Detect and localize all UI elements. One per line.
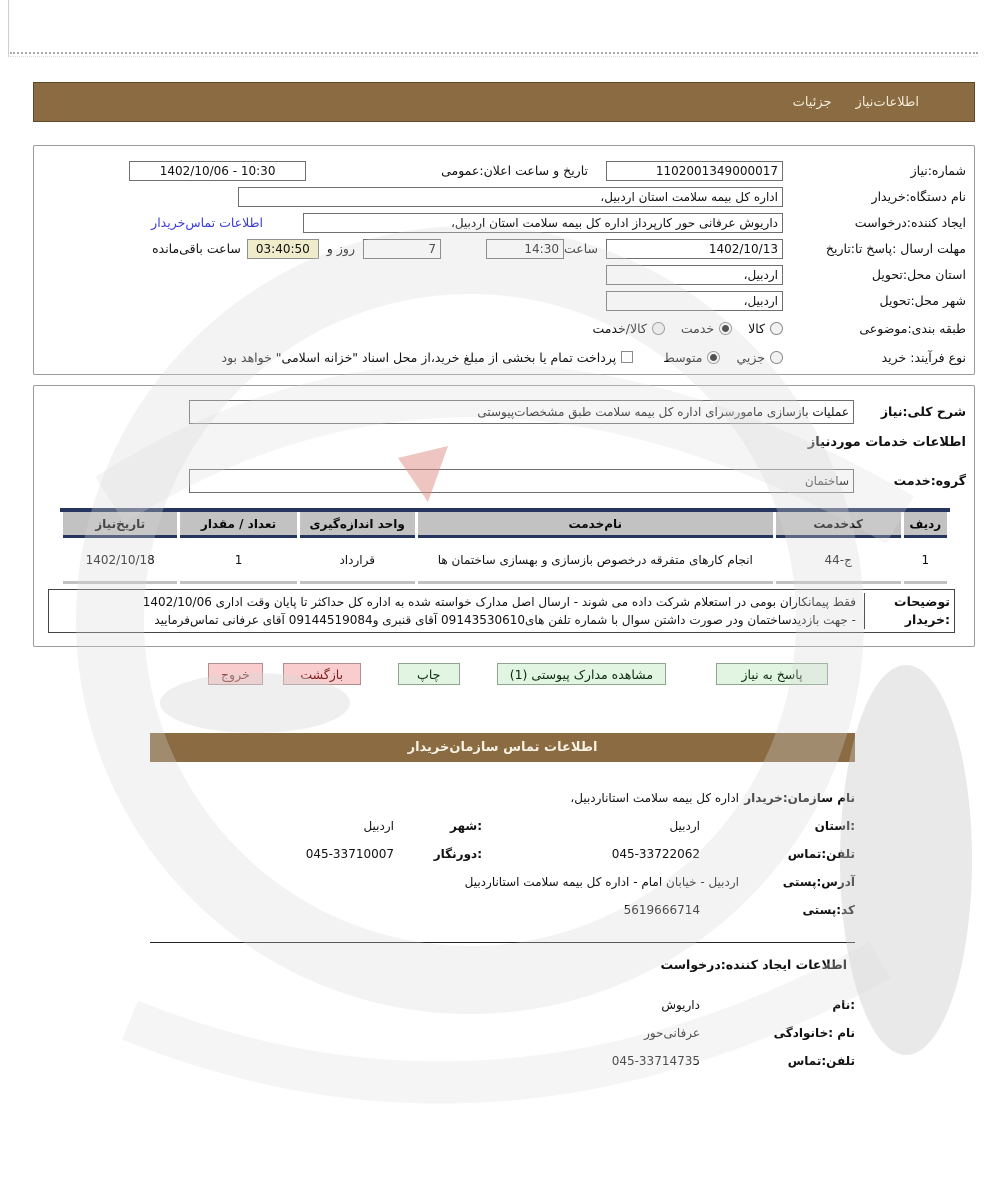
cell-service-code: ج-44 [776, 538, 901, 584]
cell-service-name: انجام کارهای متفرقه درخصوص بازسازی و بهسازی ساختمان ها [418, 538, 773, 584]
delivery-city-row [42, 288, 966, 313]
buyer-org-row [42, 184, 966, 209]
request-creator-label: ایجاد کننده:درخواست [854, 215, 966, 230]
process-minor-radio[interactable] [770, 351, 783, 364]
postal-address-value: اردبیل - خیابان امام - اداره کل بیمه سلامت استاناردبیل [464, 875, 739, 889]
requester-name-value: داریوش [661, 998, 700, 1012]
section-divider [150, 942, 855, 943]
tab-bar [33, 82, 975, 122]
category-goods-service-radio[interactable] [652, 322, 665, 335]
buyer-notes-text: فقط پیمانکاران بومی در استعلام شرکت داده می شوند - ارسال اصل مدارک خواسته شده به اداره کل حداکثر تا پایان وقت اداری 1402/10/06 - جهت بازدیدساختمان ودر صورت داشتن سوال با شماره تلفن های09143530610 آقای قنبری و09144519084 آقای عرفانی تماس‌فرمایید [142, 595, 856, 627]
request-creator-row [42, 210, 966, 235]
deadline-hour-field[interactable]: 14:30 [486, 239, 564, 259]
postal-code-row [150, 896, 855, 924]
need-services-panel [33, 385, 975, 647]
province-city-row [150, 812, 855, 840]
category-service-label: خدمت [680, 320, 715, 336]
deadline-hour-label: ساعت [563, 241, 598, 256]
category-goods-radio[interactable] [770, 322, 783, 335]
remaining-time-countdown: 03:40:50 [247, 239, 319, 259]
contact-phone-value: 045-33722062 [611, 847, 700, 861]
org-name-value: اداره کل بیمه سلامت استاناردبیل، [570, 791, 739, 805]
contact-fax-value: 045-33710007 [305, 847, 394, 861]
treasury-payment-label: پرداخت تمام یا بخشی از مبلغ خرید،از محل اسناد "خزانه اسلامی" خواهد بود [221, 349, 617, 365]
top-left-rule [8, 0, 9, 57]
respond-to-need-button[interactable]: پاسخ به نیاز [716, 663, 828, 685]
dotted-separator-shadow [10, 56, 978, 57]
delivery-province-label: استان محل:تحویل [871, 267, 966, 282]
cell-quantity: 1 [180, 538, 296, 584]
buyer-org-label: نام دستگاه:خریدار [871, 189, 966, 204]
reply-deadline-label: مهلت ارسال :پاسخ تا:تاریخ [825, 241, 966, 256]
postal-address-label: آدرس:پستی [782, 875, 855, 889]
delivery-city-label: شهر محل:تحویل [879, 293, 966, 308]
requester-name-row [150, 991, 855, 1019]
request-creator-field[interactable]: داریوش عرفانی حور کارپرداز اداره کل بیمه سلامت استان اردبیل، [303, 213, 783, 233]
contact-fax-label: :دورنگار [433, 847, 482, 861]
cell-need-date: 1402/10/18 [63, 538, 177, 584]
remaining-time-label: ساعت باقی‌مانده [152, 241, 241, 256]
need-number-row [42, 158, 966, 183]
requester-info-rows [150, 991, 855, 1075]
purchase-process-row [42, 343, 966, 371]
buyer-contact-section [150, 733, 855, 1075]
postal-code-value: 5619666714 [623, 903, 700, 917]
contact-city-value: اردبیل [363, 819, 394, 833]
action-buttons-row [24, 663, 988, 685]
remaining-days-field[interactable]: 7 [363, 239, 441, 259]
dotted-separator [10, 52, 978, 54]
need-number-label: شماره:نیاز [910, 163, 966, 178]
org-name-row [150, 784, 855, 812]
postal-code-label: کد:پستی [802, 903, 855, 917]
exit-button[interactable]: خروج [208, 663, 263, 685]
need-description-label: شرح کلی:نیاز [880, 404, 966, 419]
services-table [60, 508, 950, 584]
header-row-number: ردیف [904, 512, 947, 538]
buyer-notes-label: توضیحات :خریدار [864, 593, 950, 629]
print-button[interactable]: چاپ [398, 663, 460, 685]
header-need-date: تاریخ‌نیاز [63, 512, 177, 538]
buyer-contact-header: اطلاعات تماس سازمان‌خریدار [150, 733, 855, 762]
services-table-header-row [63, 512, 947, 538]
requester-family-label: نام :خانوادگی [773, 1026, 855, 1040]
view-attached-documents-button[interactable]: مشاهده مدارک پیوستی (1) [497, 663, 666, 685]
header-unit: واحد اندازه‌گیری [300, 512, 415, 538]
service-group-field[interactable]: ساختمان [189, 469, 854, 493]
cell-unit: قرارداد [300, 538, 415, 584]
org-name-label: نام سازمان:خریدار [744, 791, 855, 805]
need-summary-panel [33, 145, 975, 375]
service-group-label: گروه:خدمت [893, 473, 966, 488]
contact-city-label: :شهر [450, 819, 482, 833]
announce-datetime-field[interactable]: 1402/10/06 - 10:30 [129, 161, 306, 181]
buyer-contact-link[interactable]: اطلاعات تماس‌خریدار [151, 215, 263, 230]
remaining-days-label: روز و [326, 241, 355, 256]
requester-family-value: عرفانی‌حور [644, 1026, 700, 1040]
category-goods-label: کالا [748, 320, 765, 336]
postal-address-row [150, 868, 855, 896]
subject-category-row [42, 314, 966, 342]
process-minor-label: جزیي [736, 349, 765, 365]
header-service-name: نام‌خدمت [418, 512, 773, 538]
reply-deadline-row [42, 236, 966, 261]
tab-need-info[interactable]: اطلاعات‌نیاز [855, 94, 919, 110]
contact-province-value: اردبیل [669, 819, 700, 833]
purchase-process-label: نوع فرآیند: خرید [881, 349, 966, 365]
need-number-field[interactable]: 1102001349000017 [606, 161, 783, 181]
category-goods-service-label: کالا/خدمت [592, 320, 647, 336]
process-medium-radio[interactable] [707, 351, 720, 364]
phone-fax-row [150, 840, 855, 868]
subject-category-label: طبقه بندی:موضوعی [859, 320, 966, 336]
service-table-row [63, 538, 947, 584]
requester-phone-row [150, 1047, 855, 1075]
requester-name-label: :نام [832, 998, 855, 1012]
delivery-city-field[interactable]: اردبیل، [606, 291, 783, 311]
required-services-heading: اطلاعات خدمات موردنیاز [807, 435, 966, 450]
header-service-code: کدخدمت [776, 512, 901, 538]
requester-family-row [150, 1019, 855, 1047]
delivery-province-field[interactable]: اردبیل، [606, 265, 783, 285]
category-service-radio[interactable] [719, 322, 732, 335]
requester-phone-value: 045-33714735 [611, 1054, 700, 1068]
contact-province-label: :استان [814, 819, 855, 833]
delivery-province-row [42, 262, 966, 287]
requester-info-heading: اطلاعات ایجاد کننده:درخواست [660, 957, 847, 972]
buyer-org-field[interactable]: اداره کل بیمه سلامت استان اردبیل، [238, 187, 783, 207]
requester-phone-label: تلفن:تماس [787, 1054, 855, 1068]
tab-details[interactable]: جزئیات [792, 94, 832, 110]
back-button[interactable]: بازگشت [283, 663, 361, 685]
header-quantity: تعداد / مقدار [180, 512, 296, 538]
process-medium-label: متوسط [663, 349, 703, 365]
treasury-payment-checkbox[interactable] [621, 351, 633, 363]
contact-phone-label: تلفن:تماس [787, 847, 855, 861]
buyer-notes-box [48, 589, 955, 633]
need-description-field[interactable]: عملیات بازسازی مامورسرای اداره کل بیمه سلامت طبق مشخصات‌پیوستی [189, 400, 854, 424]
need-description-row [42, 398, 966, 425]
cell-row-number: 1 [904, 538, 947, 584]
deadline-date-field[interactable]: 1402/10/13 [606, 239, 783, 259]
service-group-row [42, 467, 966, 494]
announce-datetime-label: تاریخ و ساعت اعلان:عمومی [441, 163, 588, 178]
